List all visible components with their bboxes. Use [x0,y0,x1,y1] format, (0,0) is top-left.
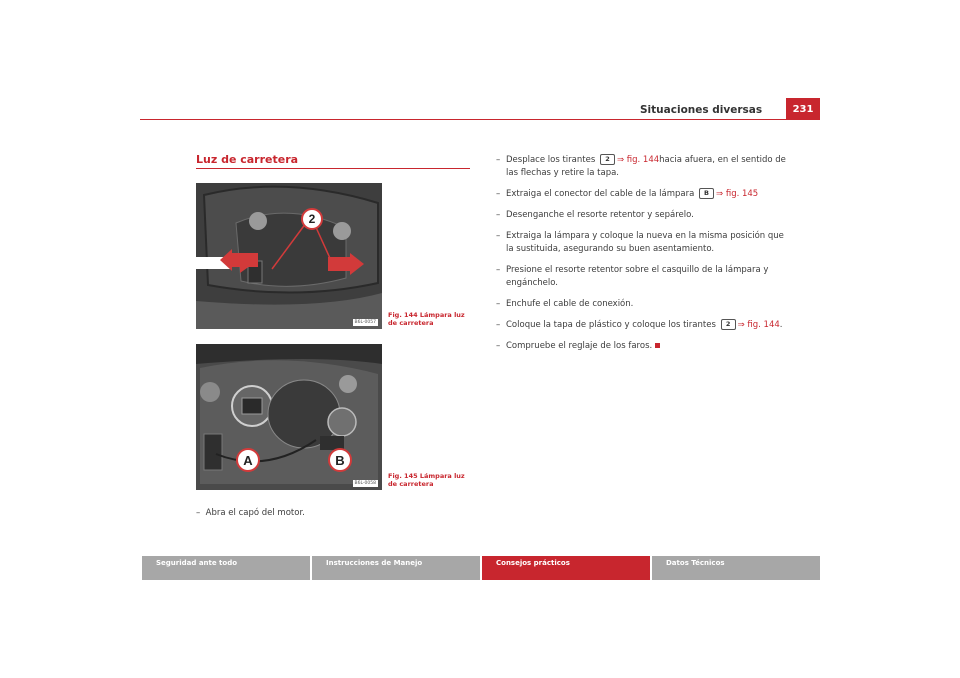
figure-144-image [196,183,382,329]
step-item: – Desplace los tirantes 2 ⇒ fig. 144hacia afuera, en el sentido de las flechas y retire la tapa. [496,155,786,178]
step-dash: – [496,265,501,275]
figure-link[interactable]: ⇒ fig. 144 [616,155,660,165]
step-item: – Extraiga el conector del cable de la lámpara B ⇒ fig. 145 [496,189,759,199]
section-rule [196,168,470,169]
tab-datos[interactable]: Datos Técnicos [652,556,820,580]
tab-instrucciones[interactable]: Instrucciones de Manejo [312,556,480,580]
figure-145-caption: Fig. 145 Lámpara luz de carretera [388,472,465,489]
callout-b: B [335,453,345,468]
step-dash: – [496,299,501,309]
chapter-title: Situaciones diversas [640,104,763,116]
callout-a: A [243,453,253,468]
figure-145-image [196,344,382,490]
step-dash: – [496,210,501,220]
header-rule [140,119,820,120]
callout-badge: 2 [721,319,736,330]
figure-144-caption: Fig. 144 Lámpara luz de carretera [388,311,465,328]
callout-2: 2 [308,212,316,226]
step-open-hood [196,508,305,518]
step-dash: – [496,155,501,165]
step-item: – Compruebe el reglaje de los faros. [496,340,786,353]
figure-link[interactable]: ⇒ fig. 145 [716,189,759,199]
step-dash: – [496,341,501,351]
headlight-bulb-illustration [196,344,382,490]
step-text: Abra el capó del motor. [205,508,305,518]
figure-code: B6L-0058 [354,481,376,486]
callout-badge: 2 [600,154,615,165]
tab-consejos[interactable]: Consejos prácticos [482,556,650,580]
end-of-section-icon [655,343,660,348]
callout-badge: B [699,188,714,199]
step-item: – Desenganche el resorte retentor y sepárelo. [496,210,694,220]
headlight-rear-illustration [196,183,382,329]
step-item: – Coloque la tapa de plástico y coloque los tirantes 2 ⇒ fig. 144. [496,320,783,330]
tab-seguridad[interactable]: Seguridad ante todo [142,556,310,580]
figure-code: B6L-0057 [354,320,376,325]
section-title: Luz de carretera [196,153,299,166]
figure-link[interactable]: ⇒ fig. 144 [737,320,780,330]
step-dash: – [496,231,501,241]
instruction-steps [496,154,786,361]
page-number: 231 [786,98,820,120]
step-dash: – [496,189,501,199]
step-item: – Extraiga la lámpara y coloque la nueva en la misma posición que la sustituida, asegurando su buen asentamiento. [496,231,784,254]
step-item: – Enchufe el cable de conexión. [496,299,634,309]
step-dash: – [196,508,201,518]
step-item: – Presione el resorte retentor sobre el casquillo de la lámpara y engánchelo. [496,265,769,288]
step-dash: – [496,320,501,330]
